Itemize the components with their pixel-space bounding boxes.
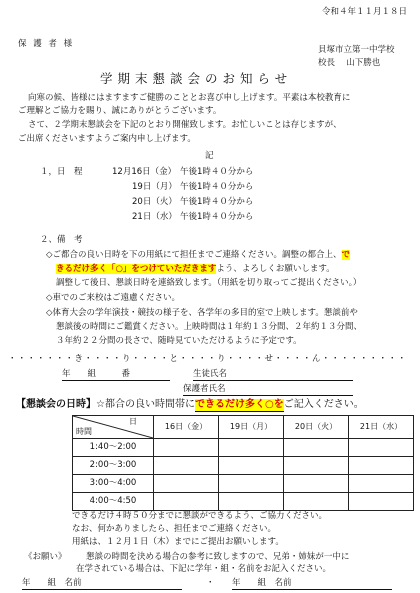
intro-line-2: ご理解とご協力を賜り、誠にありがとうございます。 [18, 106, 222, 116]
note-1-highlight-b: きるだけ多く「○」をつけていただきます [56, 264, 217, 274]
cell-21-slot-1[interactable] [349, 439, 414, 457]
day-header-20: 20日（火） [284, 416, 349, 439]
cell-19-slot-3[interactable] [219, 475, 284, 493]
slot-1: 1:40～2:00 [73, 439, 154, 457]
cell-21-slot-2[interactable] [349, 457, 414, 475]
guardian-name-label: 保護者氏名 [183, 384, 226, 394]
note-1-highlight-a: で [341, 250, 351, 260]
availability-table [72, 415, 414, 511]
document-date: 令和４年１１月１８日 [322, 7, 408, 17]
intro-line-1: 向寒の候、皆様にはますますご健勝のこととお喜び申し上げます。平素は本校教育に [28, 93, 351, 103]
cell-19-slot-2[interactable] [219, 457, 284, 475]
intro-line-4: ご出席くださいますようご案内申し上げます。 [18, 134, 196, 144]
note-1-line-1 [46, 251, 350, 260]
schedule-time-2: 午後1時４０分から [180, 182, 254, 192]
schedule-time-4: 午後1時４０分から [180, 212, 254, 222]
student-name-label: 生徒氏名 [193, 369, 228, 379]
slot-2: 2:00～3:00 [73, 457, 154, 475]
cell-16-slot-3[interactable] [154, 475, 219, 493]
cell-16-slot-2[interactable] [154, 457, 219, 475]
page-title: 学期末懇談会のお知らせ [100, 71, 293, 86]
request-line-2: 在学されている場合は、下記に学年・組・名前をお記入ください。 [76, 564, 332, 574]
request-line-1: 懇談の時間を決める場合の参考に致しますので、兄弟・姉妹が一中に [86, 552, 350, 562]
table-corner [73, 416, 154, 439]
corner-day-label: 日 [129, 417, 137, 426]
day-header-16: 16日（金） [154, 416, 219, 439]
cell-16-slot-1[interactable] [154, 439, 219, 457]
slot-3: 3:00～4:00 [73, 475, 154, 493]
recipient: 保 護 者 様 [18, 39, 75, 49]
intro-line-3: さて、２学期末懇談会を下記のとおり開催致します。お忙しいことは存じますが、 [28, 120, 342, 130]
after-note-1: できるだけ４時５０分までに懇談ができるよう、ご協力ください。 [72, 511, 328, 521]
schedule-time-3: 午後1時４０分から [180, 197, 254, 207]
cell-21-slot-3[interactable] [349, 475, 414, 493]
sibling-label-2: 年 組 名前 [232, 578, 292, 588]
slot-4: 4:00～4:50 [73, 493, 154, 511]
sibling-separator: ・ [206, 578, 215, 588]
form-heading [16, 400, 364, 410]
cell-20-slot-4[interactable] [284, 493, 349, 511]
schedule-date-3: 20日（火） [132, 197, 177, 207]
after-note-3: 用紙は、１２月１日（木）までにご提出お願いします。 [72, 537, 284, 547]
note-2: ◇車でのご来校はご遠慮ください。 [46, 293, 181, 303]
day-header-19: 19日（月） [219, 416, 284, 439]
request-label: 《お願い》 [24, 552, 67, 562]
note-1-line-3: 調整して後日、懇談日時を連絡致します。（用紙を切り取ってご提出ください。） [56, 278, 362, 288]
form-heading-star: ☆都合の良い時間帯に [96, 399, 195, 410]
cell-20-slot-1[interactable] [284, 439, 349, 457]
schedule-date-1: 12月16日（金） [112, 167, 177, 177]
student-name-field[interactable] [193, 370, 353, 381]
note-3-line-3: ３年約２２分間の長さで、随時見ていただけるように予定です。 [56, 336, 302, 346]
cell-20-slot-3[interactable] [284, 475, 349, 493]
guardian-name-field[interactable] [183, 385, 353, 396]
form-heading-end: ご記入ください。 [283, 399, 364, 410]
day-header-21: 21日（水） [349, 416, 414, 439]
cell-19-slot-1[interactable] [219, 439, 284, 457]
class-number-field[interactable] [62, 370, 170, 381]
note-3-line-1: ◇体育大会の学年演技・競技の様子を、各学年の多目的室で上映します。懇談前や [46, 308, 358, 318]
notes-heading: ２、備 考 [40, 235, 83, 245]
schedule-heading: １，日 程 [40, 167, 83, 177]
corner-time-label: 時間 [76, 427, 92, 436]
form-heading-highlight: できるだけ多く○を [194, 399, 284, 410]
sibling-label-1: 年 組 名前 [22, 578, 82, 588]
sibling-field-2[interactable] [232, 579, 392, 590]
note-1-line-2 [56, 265, 335, 274]
sibling-field-1[interactable] [22, 579, 182, 590]
school-name: 貝塚市立第一中学校 [318, 45, 395, 55]
cell-19-slot-4[interactable] [219, 493, 284, 511]
cell-21-slot-4[interactable] [349, 493, 414, 511]
ki-mark: 記 [205, 151, 214, 161]
schedule-date-2: 19日（月） [132, 182, 177, 192]
note-3-line-2: 懇談後の時間にご鑑賞ください。上映時間は１年約１３分間、２年約１３分間、 [56, 322, 363, 332]
note-1-text-b: よう、よろしくお願いします。 [216, 264, 335, 274]
principal-name: 校長 山下勝也 [318, 58, 381, 68]
cell-20-slot-2[interactable] [284, 457, 349, 475]
after-note-2: なお、何かありましたら、担任までご連絡ください。 [72, 524, 277, 534]
schedule-date-4: 21日（水） [132, 212, 177, 222]
note-1-text: ◇ご都合の良い日時を下の用紙にて担任までご連絡ください。調整の都合上、 [46, 250, 342, 260]
cell-16-slot-4[interactable] [154, 493, 219, 511]
class-number-label: 年 組 番 [62, 369, 131, 379]
schedule-time-1: 午後1時４０分から [180, 167, 254, 177]
form-heading-title: 【懇談会の日時】 [16, 399, 96, 410]
cut-line: ・・・・・・・き・・・・り・・・・と・・・・り・・・・せ・・・・ん・・・・・・・・・ [8, 354, 408, 364]
